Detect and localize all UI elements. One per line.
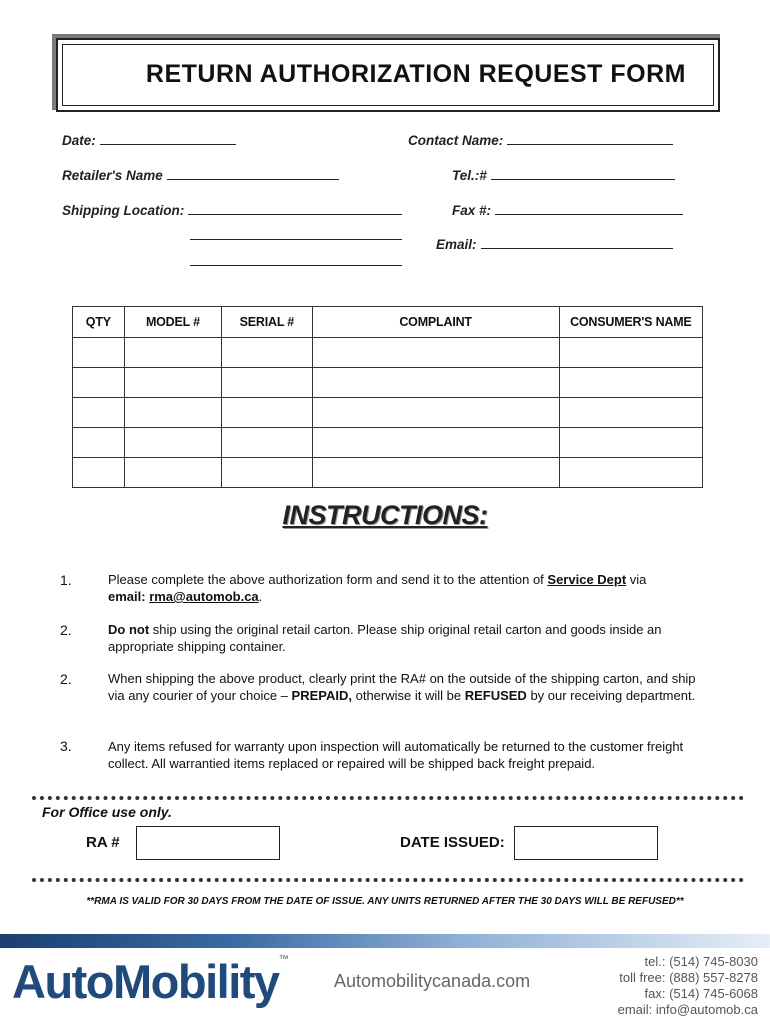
return-items-table [72,306,703,488]
tel-input-line[interactable] [491,167,675,180]
date-issued-label: DATE ISSUED: [400,834,505,851]
table-cell[interactable] [73,428,125,458]
email-label: Email: [436,237,477,252]
table-cell[interactable] [73,458,125,488]
table-cell[interactable] [124,458,221,488]
website-link[interactable]: Automobilitycanada.com [334,971,531,991]
instruction-3 [108,670,706,704]
fax-label: Fax #: [452,203,492,218]
ra-number-label: RA # [86,834,120,851]
trademark-symbol: ™ [278,954,289,965]
table-cell[interactable] [559,338,702,368]
table-cell[interactable] [312,368,559,398]
instruction-1-end: . [258,589,263,604]
fax-input-line[interactable] [495,202,683,215]
contact-fax: fax: (514) 745-6068 [644,986,758,1001]
shipping-location-field [62,202,402,218]
fax-field [452,202,683,218]
contact-name-label: Contact Name: [408,133,504,148]
contact-name-field [408,132,673,148]
divider-dotted-bottom [32,878,744,882]
instruction-2-text: ship using the original retail carton. Please ship original retail carton and goods inside an appropriate shipping container. [108,622,662,654]
retailer-name-label: Retailer's Name [62,168,163,183]
table-cell[interactable] [222,458,312,488]
instruction-2 [108,621,706,655]
logo-text: AutoMobility [12,955,279,1008]
tel-field [452,167,675,183]
instruction-number-4: 3. [60,738,72,754]
instruction-4: Any items refused for warranty upon inspection will automatically be returned to the customer freight collect. All warrantied items replaced or repaired will be shipped back freight prepaid. [108,739,684,771]
refused-bold: REFUSED [464,688,527,703]
contact-toll-free: toll free: (888) 557-8278 [619,970,758,985]
table-cell[interactable] [124,428,221,458]
prepaid-bold: PREPAID, [291,688,352,703]
date-issued-input[interactable] [514,826,658,860]
contact-tel: tel.: (514) 745-8030 [644,954,758,969]
table-cell[interactable] [124,338,221,368]
table-cell[interactable] [312,428,559,458]
service-dept-label: Service Dept [547,572,627,587]
retailer-name-field [62,167,339,183]
col-consumer-name: CONSUMER'S NAME [559,307,702,338]
col-complaint: COMPLAINT [312,307,559,338]
table-cell[interactable] [222,368,312,398]
do-not-bold: Do not [108,622,150,637]
ra-number-input[interactable] [136,826,280,860]
col-qty: QTY [73,307,125,338]
email-label-bold: email: [108,589,150,604]
instruction-1-text: Please complete the above authorization form and send it to the attention of [108,572,548,587]
table-cell[interactable] [73,398,125,428]
table-cell[interactable] [559,368,702,398]
date-label: Date: [62,133,96,148]
instruction-number-2: 2. [60,622,72,638]
shipping-location-input-line-3[interactable] [190,265,402,266]
table-cell[interactable] [312,458,559,488]
instructions-heading: INSTRUCTIONS: [282,500,488,530]
instruction-number-3: 2. [60,671,72,687]
instruction-3-text-1: When shipping the above product, clearly print the RA# on the outside of the shipping carton, and ship via any courier of your choice – [108,671,696,703]
form-title: RETURN AUTHORIZATION REQUEST FORM [145,60,686,88]
table-cell[interactable] [73,338,125,368]
table-row [73,428,703,458]
retailer-name-input-line[interactable] [167,167,339,180]
instruction-number-1: 1. [60,572,72,588]
table-cell[interactable] [222,398,312,428]
shipping-location-input-line-2[interactable] [190,239,402,240]
instruction-3-text-3: by our receiving department. [526,688,696,703]
tel-label: Tel.:# [452,168,487,183]
table-cell[interactable] [312,338,559,368]
automobility-logo [12,954,289,1009]
table-row [73,338,703,368]
table-cell[interactable] [222,338,312,368]
table-cell[interactable] [559,398,702,428]
shipping-location-label: Shipping Location: [62,203,185,218]
rma-validity-note: **RMA IS VALID FOR 30 DAYS FROM THE DATE OF ISSUE. ANY UNITS RETURNED AFTER THE 30 DAYS WILL BE REFUSED** [86,896,684,907]
col-serial: SERIAL # [222,307,312,338]
divider-dotted-top [32,796,744,800]
shipping-location-input-line-1[interactable] [188,202,402,215]
instruction-1-via: via [626,572,647,587]
table-cell[interactable] [73,368,125,398]
rma-email-link[interactable]: rma@automob.ca [149,589,259,604]
table-row [73,398,703,428]
footer-gradient-bar [0,934,770,948]
table-cell[interactable] [559,458,702,488]
table-header-row [73,307,703,338]
email-field [436,236,673,252]
contact-email[interactable]: email: info@automob.ca [617,1002,758,1017]
contact-name-input-line[interactable] [507,132,673,145]
table-cell[interactable] [312,398,559,428]
date-input-line[interactable] [100,132,236,145]
col-model: MODEL # [124,307,221,338]
table-cell[interactable] [124,368,221,398]
instruction-1 [108,571,706,605]
office-use-label: For Office use only. [42,804,172,820]
date-field [62,132,236,148]
email-input-line[interactable] [481,236,673,249]
table-cell[interactable] [559,428,702,458]
table-row [73,458,703,488]
table-cell[interactable] [124,398,221,428]
contact-info [560,954,758,1018]
instruction-3-text-2: otherwise it will be [351,688,465,703]
table-cell[interactable] [222,428,312,458]
table-row [73,368,703,398]
